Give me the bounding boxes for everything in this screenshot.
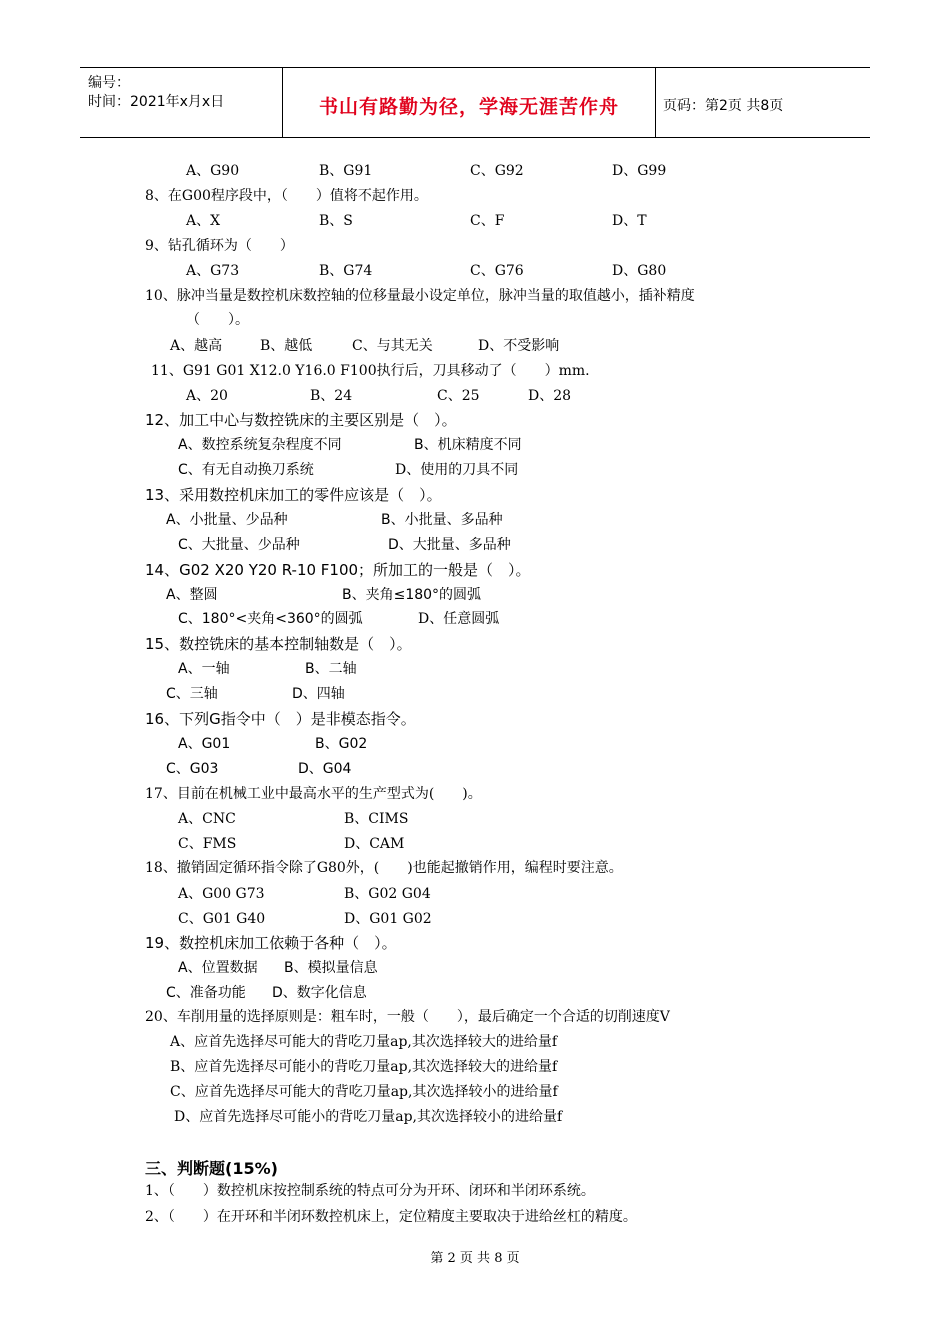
- q19-stem: 19、数控机床加工依赖于各种（ ）。: [145, 934, 397, 952]
- q20-option-a: A、应首先选择尽可能大的背吃刀量ap,其次选择较大的进给量f: [170, 1034, 558, 1050]
- q9-option-a: A、G73: [186, 263, 240, 279]
- q8-option-b: B、S: [319, 213, 353, 229]
- q17-option-a: A、CNC: [178, 811, 236, 827]
- q17-stem: 17、目前在机械工业中最高水平的生产型式为( )。: [145, 786, 482, 802]
- q20-option-d: D、应首先选择尽可能小的背吃刀量ap,其次选择较小的进给量f: [174, 1109, 563, 1125]
- q13-option-c: C、大批量、少品种: [178, 537, 300, 553]
- q7-option-c: C、G92: [470, 163, 524, 179]
- q9-stem: 9、钻孔循环为（ ）: [145, 238, 294, 254]
- q9-option-b: B、G74: [319, 263, 373, 279]
- q13-option-d: D、大批量、多品种: [388, 537, 511, 553]
- page-footer: 第 2 页 共 8 页: [430, 1251, 520, 1266]
- q11-option-a: A、20: [186, 388, 228, 404]
- q19-option-c: C、准备功能: [166, 985, 246, 1001]
- q10-option-a: A、越高: [170, 338, 223, 354]
- q14-option-c: C、180°<夹角<360°的圆弧: [178, 611, 363, 627]
- q12-stem: 12、加工中心与数控铣床的主要区别是（ ）。: [145, 411, 457, 429]
- q15-option-c: C、三轴: [166, 686, 218, 702]
- section-3-title: 三、判断题(15%): [145, 1159, 278, 1178]
- q19-option-a: A、位置数据: [178, 960, 258, 976]
- q12-option-c: C、有无自动换刀系统: [178, 462, 314, 478]
- q15-option-d: D、四轴: [292, 686, 345, 702]
- q18-stem: 18、撤销固定循环指令除了G80外，( )也能起撤销作用，编程时要注意。: [145, 860, 623, 876]
- q15-option-a: A、一轴: [178, 661, 230, 677]
- q20-option-b: B、应首先选择尽可能小的背吃刀量ap,其次选择较大的进给量f: [170, 1059, 558, 1075]
- q15-option-b: B、二轴: [305, 661, 357, 677]
- q9-option-c: C、G76: [470, 263, 524, 279]
- header-number-label: 编号：: [88, 75, 130, 91]
- q14-stem: 14、G02 X20 Y20 R-10 F100；所加工的一般是（ ）。: [145, 561, 531, 579]
- q14-option-b: B、夹角≤180°的圆弧: [342, 587, 482, 603]
- q16-option-d: D、G04: [298, 761, 352, 777]
- q19-option-b: B、模拟量信息: [284, 960, 378, 976]
- q10-stem: 10、脉冲当量是数控机床数控轴的位移量最小设定单位，脉冲当量的取值越小，插补精度: [145, 288, 695, 304]
- q10-option-b: B、越低: [260, 338, 313, 354]
- header-page-number: 页码：第2页 共8页: [663, 98, 784, 114]
- q10-stem-continued: （ ）。: [186, 312, 249, 328]
- q10-option-d: D、不受影响: [478, 338, 560, 354]
- q16-option-b: B、G02: [315, 736, 368, 752]
- q17-option-d: D、CAM: [344, 836, 405, 852]
- q11-option-c: C、25: [437, 388, 480, 404]
- q12-option-a: A、数控系统复杂程度不同: [178, 437, 342, 453]
- q19-option-d: D、数字化信息: [272, 985, 367, 1001]
- q11-option-d: D、28: [528, 388, 572, 404]
- q8-stem: 8、在G00程序段中，（ ）值将不起作用。: [145, 188, 428, 204]
- q8-option-d: D、T: [612, 213, 647, 229]
- q18-option-b: B、G02 G04: [344, 886, 431, 902]
- q8-option-c: C、F: [470, 213, 505, 229]
- q7-option-a: A、G90: [186, 163, 240, 179]
- q18-option-a: A、G00 G73: [178, 886, 265, 902]
- q11-stem: 11、G91 G01 X12.0 Y16.0 F100执行后，刀具移动了（ ）mm.: [151, 363, 590, 379]
- q14-option-a: A、整圆: [166, 587, 218, 603]
- q16-option-a: A、G01: [178, 736, 231, 752]
- q8-option-a: A、X: [186, 213, 221, 229]
- q17-option-b: B、CIMS: [344, 811, 409, 827]
- q12-option-d: D、使用的刀具不同: [395, 462, 519, 478]
- q16-option-c: C、G03: [166, 761, 219, 777]
- q14-option-d: D、任意圆弧: [418, 611, 500, 627]
- header-date: 时间：2021年x月x日: [88, 94, 225, 110]
- judgment-item-2: 2、（ ）在开环和半闭环数控机床上，定位精度主要取决于进给丝杠的精度。: [145, 1209, 637, 1225]
- q20-option-c: C、应首先选择尽可能大的背吃刀量ap,其次选择较小的进给量f: [170, 1084, 558, 1100]
- judgment-item-1: 1、（ ）数控机床按控制系统的特点可分为开环、闭环和半闭环系统。: [145, 1183, 595, 1199]
- q13-stem: 13、采用数控机床加工的零件应该是（ ）。: [145, 486, 442, 504]
- q11-option-b: B、24: [310, 388, 353, 404]
- q10-option-c: C、与其无关: [352, 338, 433, 354]
- q18-option-c: C、G01 G40: [178, 911, 266, 927]
- header-motto: 书山有路勤为径，学海无涯苦作舟: [318, 96, 619, 118]
- q13-option-b: B、小批量、多品种: [381, 512, 503, 528]
- q18-option-d: D、G01 G02: [344, 911, 432, 927]
- q16-stem: 16、下列G指令中（ ）是非模态指令。: [145, 710, 416, 728]
- q9-option-d: D、G80: [612, 263, 667, 279]
- q15-stem: 15、数控铣床的基本控制轴数是（ ）。: [145, 635, 412, 653]
- q17-option-c: C、FMS: [178, 836, 237, 852]
- q13-option-a: A、小批量、少品种: [166, 512, 288, 528]
- q7-option-b: B、G91: [319, 163, 373, 179]
- q12-option-b: B、机床精度不同: [414, 437, 522, 453]
- q7-option-d: D、G99: [612, 163, 667, 179]
- q20-stem: 20、车削用量的选择原则是：粗车时，一般（ ），最后确定一个合适的切削速度V: [145, 1009, 670, 1025]
